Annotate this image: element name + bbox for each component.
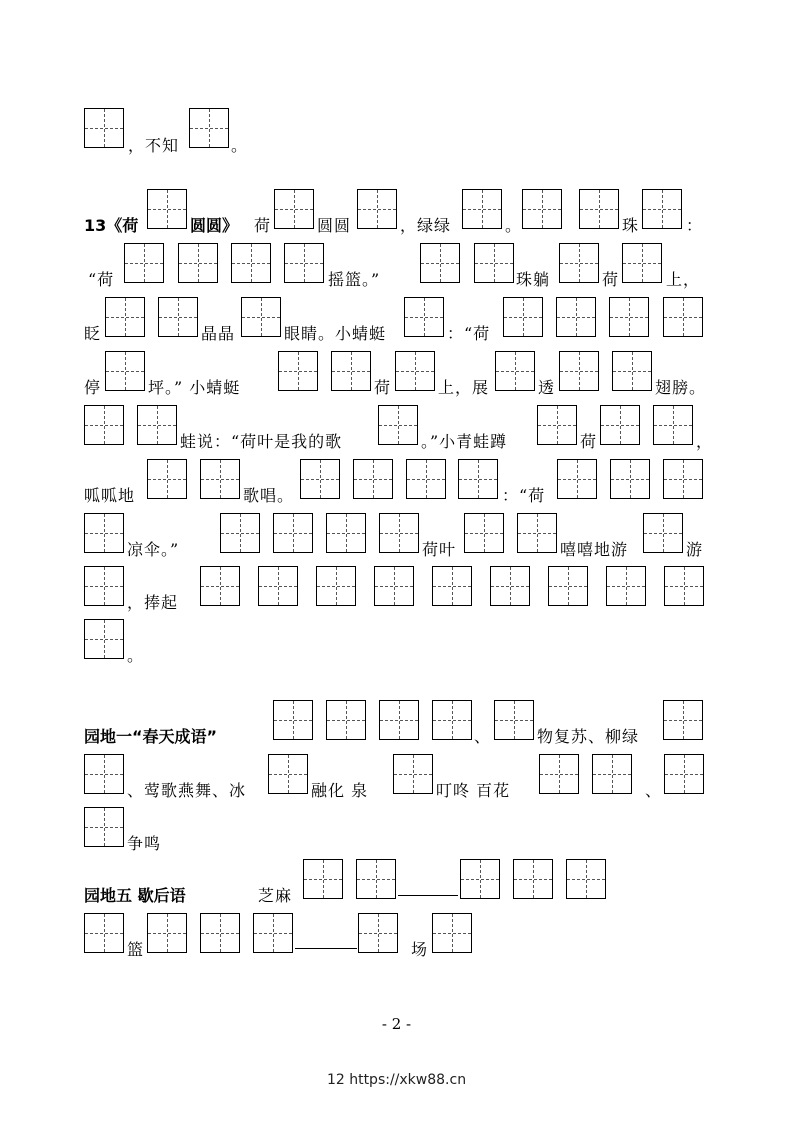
tianzige-box[interactable] bbox=[490, 566, 530, 606]
tianzige-box[interactable] bbox=[609, 297, 649, 337]
tianzige-box[interactable] bbox=[158, 297, 198, 337]
text-segment: 晶晶 bbox=[201, 324, 236, 343]
tianzige-box[interactable] bbox=[268, 754, 308, 794]
tianzige-box[interactable] bbox=[474, 243, 514, 283]
tianzige-box[interactable] bbox=[395, 351, 435, 391]
text-segment: 场 bbox=[411, 940, 429, 959]
text-segment: ，绿绿 bbox=[400, 216, 452, 235]
text-segment: “荷 bbox=[88, 270, 115, 289]
text-segment: 荷 bbox=[602, 270, 620, 289]
text-segment: ， bbox=[696, 432, 714, 451]
tianzige-box[interactable] bbox=[557, 459, 597, 499]
text-segment: 荷叶 bbox=[422, 540, 457, 559]
footer-url[interactable]: 12 https://xkw88.cn bbox=[326, 1072, 467, 1088]
tianzige-box[interactable] bbox=[178, 243, 218, 283]
tianzige-box[interactable] bbox=[432, 700, 472, 740]
tianzige-box[interactable] bbox=[84, 405, 124, 445]
tianzige-box[interactable] bbox=[303, 859, 343, 899]
text-segment: 篮 bbox=[127, 940, 145, 959]
tianzige-box[interactable] bbox=[147, 459, 187, 499]
text-segment: 圆圆 bbox=[317, 216, 352, 235]
text-segment: 、 bbox=[645, 781, 663, 800]
section-title: 园地五 歇后语 bbox=[84, 886, 186, 905]
tianzige-box[interactable] bbox=[393, 754, 433, 794]
tianzige-box[interactable] bbox=[84, 913, 124, 953]
tianzige-box[interactable] bbox=[579, 189, 619, 229]
text-segment: 歌唱。 bbox=[243, 486, 295, 505]
tianzige-box[interactable] bbox=[612, 351, 652, 391]
text-segment: 蛙说：“荷叶是我的歌 bbox=[180, 432, 343, 451]
text-segment: 嘻嘻地游 bbox=[560, 540, 629, 559]
tianzige-box[interactable] bbox=[420, 243, 460, 283]
text-segment: 荷 bbox=[374, 378, 392, 397]
text-segment: 芝麻 bbox=[258, 886, 293, 905]
tianzige-box[interactable] bbox=[326, 700, 366, 740]
tianzige-box[interactable] bbox=[274, 189, 314, 229]
text-segment: 眨 bbox=[84, 324, 102, 343]
text-segment: 眼睛。小蜻蜓 bbox=[284, 324, 387, 343]
text-segment: 停 bbox=[84, 378, 102, 397]
tianzige-box[interactable] bbox=[622, 243, 662, 283]
tianzige-box[interactable] bbox=[278, 351, 318, 391]
tianzige-box[interactable] bbox=[353, 459, 393, 499]
text-segment: 。”小青蛙蹲 bbox=[421, 432, 508, 451]
tianzige-box[interactable] bbox=[664, 566, 704, 606]
text-segment: 物复苏、柳绿 bbox=[537, 727, 640, 746]
text-segment: 游 bbox=[686, 540, 704, 559]
dash-line bbox=[295, 948, 357, 949]
text-segment: 珠躺 bbox=[516, 270, 551, 289]
tianzige-box[interactable] bbox=[200, 459, 240, 499]
tianzige-box[interactable] bbox=[513, 859, 553, 899]
tianzige-box[interactable] bbox=[517, 513, 557, 553]
text-segment: 、 bbox=[474, 727, 492, 746]
tianzige-box[interactable] bbox=[84, 108, 124, 148]
tianzige-box[interactable] bbox=[404, 297, 444, 337]
tianzige-box[interactable] bbox=[406, 459, 446, 499]
text-segment: 珠 bbox=[622, 216, 640, 235]
tianzige-box[interactable] bbox=[559, 243, 599, 283]
tianzige-box[interactable] bbox=[663, 700, 703, 740]
tianzige-box[interactable] bbox=[462, 189, 502, 229]
tianzige-box[interactable] bbox=[124, 243, 164, 283]
tianzige-box[interactable] bbox=[273, 700, 313, 740]
text-segment: 摇篮。” bbox=[328, 270, 381, 289]
text-segment: 。 bbox=[127, 646, 145, 665]
text-segment: 。 bbox=[231, 136, 249, 155]
tianzige-box[interactable] bbox=[559, 351, 599, 391]
dash-line bbox=[398, 895, 458, 896]
tianzige-box[interactable] bbox=[495, 351, 535, 391]
lesson-title: 圆圆》 bbox=[190, 216, 239, 235]
tianzige-box[interactable] bbox=[241, 297, 281, 337]
tianzige-box[interactable] bbox=[522, 189, 562, 229]
tianzige-box[interactable] bbox=[503, 297, 543, 337]
text-segment: ：“荷 bbox=[447, 324, 491, 343]
tianzige-box[interactable] bbox=[84, 754, 124, 794]
tianzige-box[interactable] bbox=[147, 913, 187, 953]
text-segment: ： bbox=[686, 216, 704, 235]
tianzige-box[interactable] bbox=[653, 405, 693, 445]
text-segment: 透 bbox=[538, 378, 556, 397]
tianzige-box[interactable] bbox=[189, 108, 229, 148]
tianzige-box[interactable] bbox=[220, 513, 260, 553]
tianzige-box[interactable] bbox=[592, 754, 632, 794]
text-segment: 荷 bbox=[580, 432, 598, 451]
text-segment: 坪。” 小蜻蜓 bbox=[148, 378, 241, 397]
text-segment: 上，展 bbox=[438, 378, 490, 397]
tianzige-box[interactable] bbox=[84, 566, 124, 606]
text-segment: ，捧起 bbox=[127, 593, 179, 612]
text-segment: 上， bbox=[666, 270, 701, 289]
tianzige-box[interactable] bbox=[460, 859, 500, 899]
tianzige-box[interactable] bbox=[284, 243, 324, 283]
tianzige-box[interactable] bbox=[331, 351, 371, 391]
tianzige-box[interactable] bbox=[458, 459, 498, 499]
text-segment: 叮咚 百花 bbox=[436, 781, 511, 800]
lesson-title: 13《荷 bbox=[84, 216, 139, 235]
tianzige-box[interactable] bbox=[326, 513, 366, 553]
section-title: 园地一“春天成语” bbox=[84, 727, 218, 746]
tianzige-box[interactable] bbox=[356, 859, 396, 899]
tianzige-box[interactable] bbox=[200, 913, 240, 953]
tianzige-box[interactable] bbox=[84, 807, 124, 847]
tianzige-box[interactable] bbox=[358, 913, 398, 953]
tianzige-box[interactable] bbox=[642, 189, 682, 229]
text-segment: 、莺歌燕舞、冰 bbox=[127, 781, 247, 800]
tianzige-box[interactable] bbox=[464, 513, 504, 553]
page-number: - 2 - bbox=[381, 1015, 412, 1033]
tianzige-box[interactable] bbox=[556, 297, 596, 337]
tianzige-box[interactable] bbox=[432, 566, 472, 606]
tianzige-box[interactable] bbox=[84, 619, 124, 659]
tianzige-box[interactable] bbox=[273, 513, 313, 553]
tianzige-box[interactable] bbox=[379, 513, 419, 553]
tianzige-box[interactable] bbox=[494, 700, 534, 740]
text-segment: 呱呱地 bbox=[84, 486, 136, 505]
tianzige-box[interactable] bbox=[539, 754, 579, 794]
text-segment: 凉伞。” bbox=[127, 540, 180, 559]
tianzige-box[interactable] bbox=[357, 189, 397, 229]
tianzige-box[interactable] bbox=[258, 566, 298, 606]
tianzige-box[interactable] bbox=[432, 913, 472, 953]
tianzige-box[interactable] bbox=[200, 566, 240, 606]
tianzige-box[interactable] bbox=[663, 297, 703, 337]
tianzige-box[interactable] bbox=[253, 913, 293, 953]
text-segment: 融化 泉 bbox=[311, 781, 369, 800]
tianzige-box[interactable] bbox=[566, 859, 606, 899]
text-segment: 争鸣 bbox=[127, 834, 162, 853]
tianzige-box[interactable] bbox=[374, 566, 414, 606]
tianzige-box[interactable] bbox=[663, 459, 703, 499]
tianzige-box[interactable] bbox=[137, 405, 177, 445]
text-segment: ：“荷 bbox=[502, 486, 546, 505]
tianzige-box[interactable] bbox=[548, 566, 588, 606]
text-segment: ，不知 bbox=[128, 136, 180, 155]
tianzige-box[interactable] bbox=[231, 243, 271, 283]
tianzige-box[interactable] bbox=[105, 351, 145, 391]
tianzige-box[interactable] bbox=[643, 513, 683, 553]
tianzige-box[interactable] bbox=[600, 405, 640, 445]
tianzige-box[interactable] bbox=[300, 459, 340, 499]
text-segment: 荷 bbox=[254, 216, 272, 235]
tianzige-box[interactable] bbox=[105, 297, 145, 337]
tianzige-box[interactable] bbox=[316, 566, 356, 606]
tianzige-box[interactable] bbox=[664, 754, 704, 794]
text-segment: 。 bbox=[505, 216, 523, 235]
tianzige-box[interactable] bbox=[379, 700, 419, 740]
tianzige-box[interactable] bbox=[537, 405, 577, 445]
tianzige-box[interactable] bbox=[606, 566, 646, 606]
tianzige-box[interactable] bbox=[378, 405, 418, 445]
tianzige-box[interactable] bbox=[84, 513, 124, 553]
tianzige-box[interactable] bbox=[610, 459, 650, 499]
text-segment: 翅膀。 bbox=[655, 378, 707, 397]
tianzige-box[interactable] bbox=[147, 189, 187, 229]
